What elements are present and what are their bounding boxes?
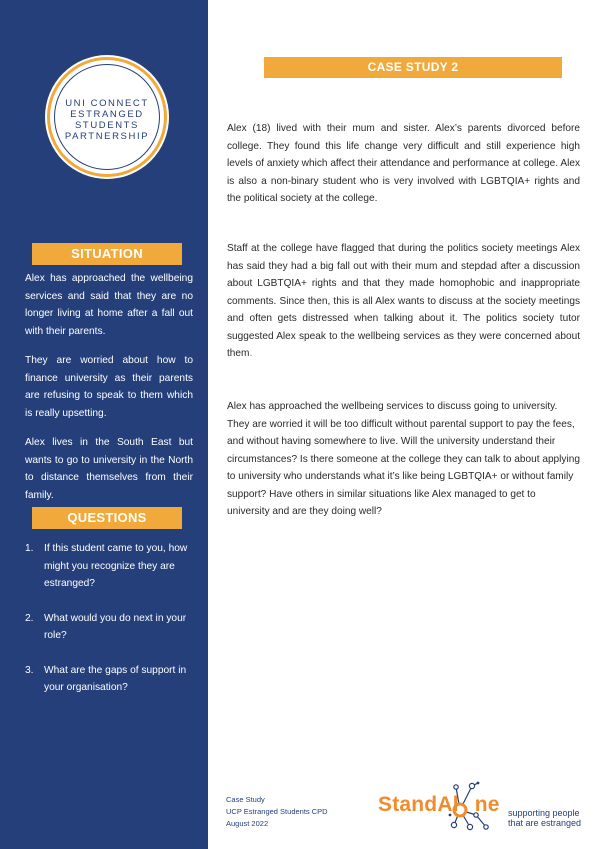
- question-number: 3.: [25, 664, 34, 676]
- tagline-line: supporting people: [508, 808, 580, 818]
- logo-line: PARTNERSHIP: [64, 131, 150, 142]
- question-text: What are the gaps of support in your organisation?: [44, 664, 187, 693]
- questions-heading: QUESTIONS: [32, 507, 182, 529]
- paragraph-end-mark: .: [249, 348, 253, 359]
- situation-heading: SITUATION: [32, 243, 182, 265]
- situation-body: [25, 270, 193, 516]
- question-item: [25, 540, 195, 593]
- footer-meta: [226, 794, 328, 830]
- logo-line: UNI CONNECT: [65, 98, 149, 109]
- brand-name-part: StandAl: [378, 793, 459, 816]
- case-study-heading: CASE STUDY 2: [264, 57, 562, 78]
- question-text: If this student came to you, how might you recognize they are estranged?: [44, 543, 188, 589]
- tagline-line: that are estranged: [508, 818, 582, 828]
- brand-name: [378, 793, 500, 817]
- question-item: [25, 662, 195, 697]
- footer-line: UCP Estranged Students CPD: [226, 807, 328, 816]
- standalone-logo: [378, 781, 593, 831]
- logo-line: STUDENTS: [75, 120, 139, 131]
- brand-tagline: [508, 808, 581, 828]
- questions-list: [25, 540, 195, 714]
- situation-paragraph: They are worried about how to finance university as their parents are refusing to speak to them which is really upsetting.: [25, 355, 193, 419]
- partnership-logo: [47, 57, 167, 177]
- logo-line: ESTRANGED: [70, 109, 144, 120]
- case-paragraph-staff-concerns: [227, 240, 580, 363]
- logo-text: [50, 98, 164, 142]
- situation-paragraph: Alex lives in the South East but wants to go to university in the North to distance themselves from their family.: [25, 437, 193, 501]
- sidebar: [0, 0, 208, 849]
- question-number: 1.: [25, 543, 34, 554]
- brand-name-part: ne: [474, 793, 500, 816]
- situation-paragraph: Alex has approached the wellbeing services and said that they are no longer living at home after a fall out with their parents.: [25, 273, 193, 337]
- case-paragraph-background: Alex (18) lived with their mum and sister. Alex’s parents divorced before college. They found this life change very difficult and still experience high levels of anxiety which affect their attendance and performance at college. Alex is also a non-binary student who is very involved with LGBTQIA+ rights and the political society at the college.: [227, 123, 580, 204]
- question-item: [25, 610, 195, 645]
- footer-line: August 2022: [226, 819, 269, 828]
- question-number: 2.: [25, 612, 34, 624]
- footer-line: Case Study: [226, 795, 265, 804]
- case-paragraph-university-worries: Alex has approached the wellbeing services to discuss going to university. They are worried it will be too difficult without parental support to pay the fees, and without having somewhere to live. Will the university understand their circumstances? Is there someone at the college they can talk to about applying to university who understands what it’s like being LGBTQIA+ or without family support? Have others in similar situations like Alex managed to get to university and are they doing well?: [227, 401, 580, 517]
- paragraph-text: Staff at the college have flagged that during the politics society meetings Alex has said they had a big fall out with their mum and stepdad after a discussion about LGBTQIA+ rights and that they made homophobic and inappropriate comments. Since then, this is all Alex wants to discuss at the society meetings and often gets distressed when talking about it. The politics society tutor suggested Alex speak to the wellbeing services as they were concerned about them: [227, 243, 580, 359]
- question-text: What would you do next in your role?: [44, 612, 187, 641]
